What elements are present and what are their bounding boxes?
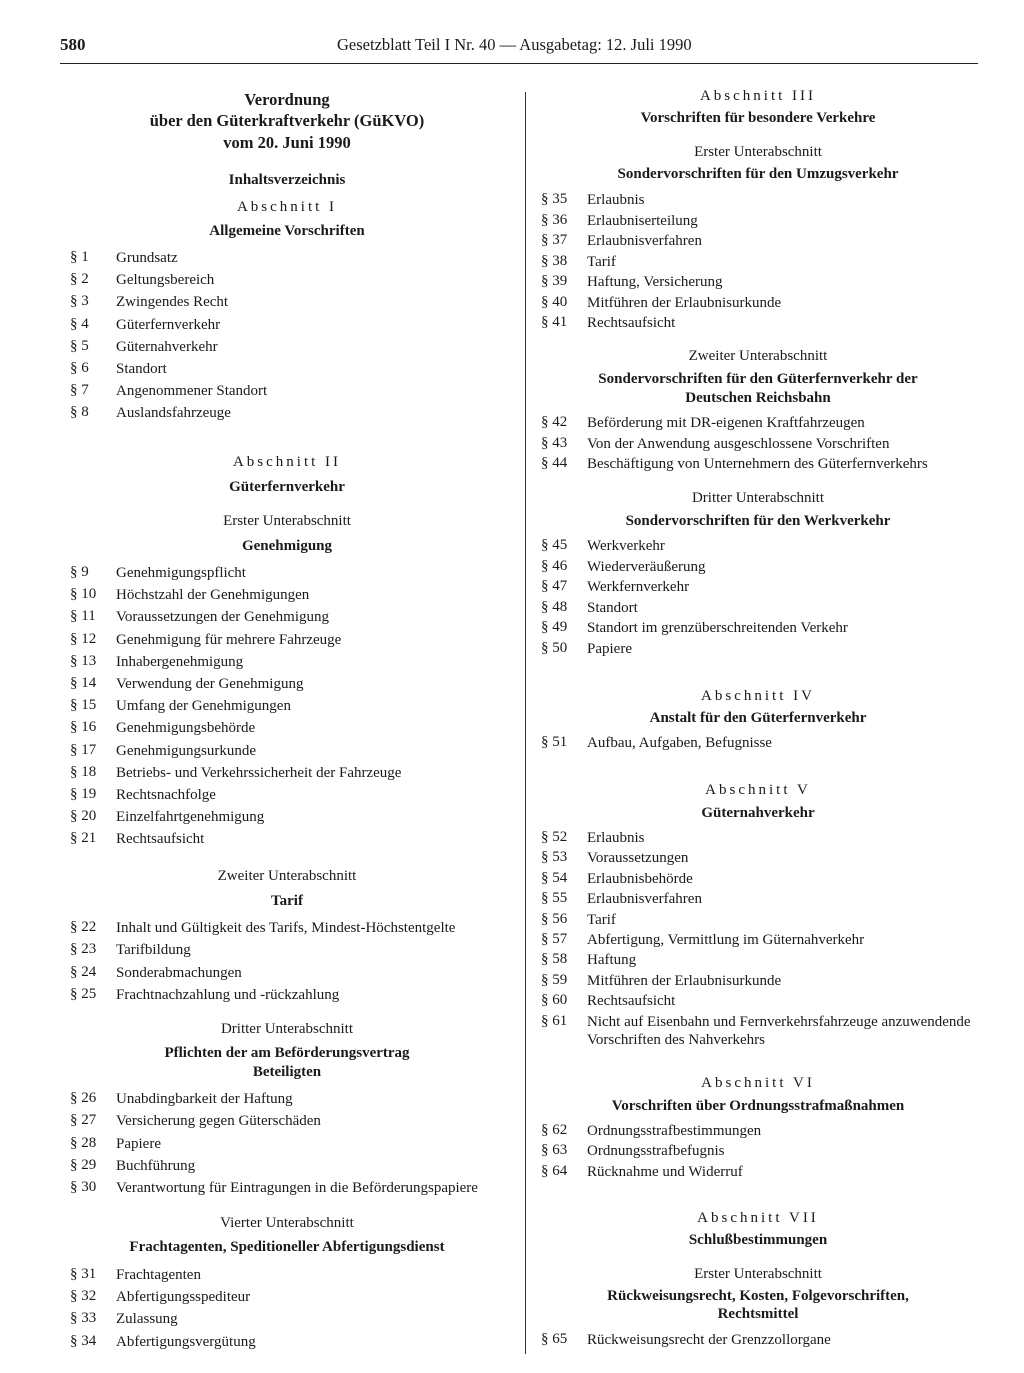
- toc-entry-label: Höchstzahl der Genehmigungen: [116, 587, 310, 604]
- toc-entry-number: § 6: [70, 360, 89, 376]
- toc-entry-number: § 22: [70, 919, 97, 935]
- toc-entry-number: § 38: [541, 252, 568, 269]
- toc-entry-label: Frachtagenten: [116, 1267, 201, 1283]
- toc-entry-label: Abfertigung, Vermittlung im Güternahverkehr: [587, 932, 865, 948]
- toc-entry-number: § 56: [541, 910, 568, 927]
- toc-entry-label: Beförderung mit DR-eigenen Kraftfahrzeugen: [587, 415, 865, 431]
- toc-entry-label: Versicherung gegen Güterschäden: [116, 1113, 321, 1130]
- section-heading: Schlußbestimmungen: [688, 1232, 828, 1248]
- toc-entry-number: § 31: [70, 1266, 97, 1282]
- toc-entry-label: Tarifbildung: [116, 942, 191, 959]
- toc-entry-label: Genehmigungsbehörde: [116, 720, 256, 737]
- toc-entry-number: § 49: [541, 619, 568, 636]
- toc-entry-label: Haftung: [587, 952, 637, 969]
- toc-entry-label: Wiederveräußerung: [587, 558, 706, 575]
- section-label: Abschnitt III: [699, 88, 817, 104]
- toc-entry-label: Mitführen der Erlaubnisurkunde: [587, 972, 782, 989]
- toc-entry-number: § 50: [541, 640, 568, 656]
- toc-entry-label: Güternahverkehr: [116, 338, 218, 355]
- toc-entry-label: Nicht auf Eisenbahn und Fernverkehrsfahrzeuge anzuwendende Vorschriften des Nahverkehrs: [587, 1013, 971, 1048]
- toc-entry-label: Abfertigungsvergütung: [116, 1333, 256, 1350]
- toc-entry-label: Erlaubnisverfahren: [587, 233, 702, 249]
- toc-entry-label: Papiere: [116, 1135, 161, 1152]
- section-label: Abschnitt IV: [701, 688, 815, 704]
- toc-entry-label: Voraussetzungen der Genehmigung: [116, 609, 330, 626]
- toc-entry-number: § 27: [70, 1112, 97, 1129]
- toc-entry-number: § 39: [541, 273, 568, 289]
- toc-entry-number: § 42: [541, 414, 568, 430]
- toc-entry-label: Rechtsnachfolge: [116, 787, 216, 803]
- toc-entry-number: § 36: [541, 211, 568, 228]
- toc-entry-label: Inhalt und Gültigkeit des Tarifs, Mindest-Höchstentgelte: [116, 920, 456, 936]
- toc-entry-number: § 46: [541, 557, 568, 574]
- subsection-heading: Pflichten der am Beförderungsvertrag: [164, 1045, 410, 1061]
- toc-entry-number: § 14: [70, 675, 97, 691]
- toc-entry-label: Beschäftigung von Unternehmern des Güterfernverkehrs: [587, 456, 928, 472]
- toc-entry-number: § 4: [70, 315, 89, 332]
- toc-entry-number: § 51: [541, 734, 568, 750]
- toc-entry-number: § 25: [70, 985, 97, 1002]
- doc-title-line3: vom 20. Juni 1990: [223, 133, 351, 152]
- toc-entry-number: § 3: [70, 293, 89, 310]
- toc-entry-label: Auslandsfahrzeuge: [116, 405, 231, 422]
- subsection-heading: Sondervorschriften für den Werkverkehr: [625, 513, 891, 529]
- subsection-label: Dritter Unterabschnitt: [691, 490, 825, 506]
- toc-entry-label: Ordnungsstrafbefugnis: [587, 1143, 725, 1160]
- toc-entry-number: § 48: [541, 598, 568, 615]
- column-divider: [525, 92, 526, 1354]
- subsection-label: Vierter Unterabschnitt: [220, 1215, 354, 1231]
- toc-entry-number: § 17: [70, 741, 97, 758]
- toc-entry-label: Abfertigungsspediteur: [116, 1289, 251, 1306]
- toc-entry-number: § 9: [70, 564, 89, 580]
- toc-entry-label: Werkverkehr: [587, 538, 665, 554]
- toc-entry-number: § 12: [70, 630, 97, 647]
- toc-entry-label: Ordnungsstrafbestimmungen: [587, 1123, 762, 1139]
- toc-entry-number: § 35: [541, 191, 568, 207]
- subsection-heading: Tarif: [271, 893, 303, 909]
- toc-entry-label: Verantwortung für Eintragungen in die Beförderungspapiere: [116, 1180, 478, 1197]
- toc-entry-label: Voraussetzungen: [587, 850, 689, 867]
- toc-entry-number: § 24: [70, 963, 97, 980]
- subsection-label: Zweiter Unterabschnitt: [217, 868, 357, 884]
- toc-entry-label: Rechtsaufsicht: [587, 993, 676, 1010]
- section-label: Abschnitt VII: [697, 1210, 819, 1226]
- toc-entry-number: § 5: [70, 337, 89, 354]
- section-label: Abschnitt II: [232, 454, 342, 470]
- toc-entry-number: § 53: [541, 849, 568, 866]
- toc-entry-label: Erlaubnisverfahren: [587, 891, 702, 908]
- toc-entry-number: § 34: [70, 1332, 97, 1349]
- toc-entry-number: § 18: [70, 763, 97, 780]
- toc-entry-label: Rücknahme und Widerruf: [587, 1163, 743, 1180]
- toc-entry-label: Güterfernverkehr: [116, 316, 221, 333]
- toc-entry-number: § 19: [70, 786, 97, 802]
- toc-entry-number: § 58: [541, 951, 568, 968]
- doc-title-line1: Verordnung: [244, 90, 330, 109]
- toc-entry-number: § 32: [70, 1288, 97, 1305]
- toc-entry-label: Haftung, Versicherung: [587, 274, 723, 290]
- toc-entry-number: § 59: [541, 971, 568, 988]
- toc-entry-label: Genehmigung für mehrere Fahrzeuge: [116, 631, 342, 648]
- toc-entry-label: Zulassung: [116, 1311, 178, 1328]
- toc-entry-label: Buchführung: [116, 1157, 196, 1174]
- toc-entry-label: Genehmigungsurkunde: [116, 742, 256, 759]
- toc-entry-label: Standort: [587, 599, 638, 616]
- toc-entry-label: Aufbau, Aufgaben, Befugnisse: [587, 735, 772, 751]
- toc-entry-number: § 37: [541, 232, 568, 248]
- toc-entry-number: § 64: [541, 1162, 568, 1179]
- page-header: [60, 35, 978, 64]
- toc-entry-number: § 11: [70, 608, 96, 625]
- page-number: 580: [60, 35, 86, 54]
- toc-entry-number: § 55: [541, 890, 568, 907]
- section-heading: Anstalt für den Güterfernverkehr: [649, 710, 867, 726]
- toc-entry-label: Erlaubniserteilung: [587, 212, 698, 229]
- subsection-label: Erster Unterabschnitt: [223, 513, 351, 529]
- toc-entry-label: Einzelfahrtgenehmigung: [116, 809, 265, 826]
- toc-entry-label: Tarif: [587, 911, 616, 928]
- toc-entry-label: Rückweisungsrecht der Grenzzollorgane: [587, 1332, 831, 1348]
- toc-entry-label: Unabdingbarkeit der Haftung: [116, 1091, 293, 1107]
- toc-entry-label: Sonderabmachungen: [116, 964, 242, 981]
- toc-entry-number: § 47: [541, 578, 568, 595]
- toc-entry-label: Zwingendes Recht: [116, 294, 229, 311]
- toc-entry-label: Erlaubnis: [587, 192, 645, 208]
- toc-entry-label: Erlaubnisbehörde: [587, 870, 693, 887]
- running-title: Gesetzblatt Teil I Nr. 40 — Ausgabetag: 12. Juli 1990: [337, 35, 692, 54]
- subsection-label: Erster Unterabschnitt: [694, 1266, 822, 1282]
- toc-entry-number: § 60: [541, 992, 568, 1009]
- toc-entry-label: Frachtnachzahlung und -rückzahlung: [116, 986, 340, 1003]
- toc-entry-number: § 61: [541, 1012, 568, 1029]
- toc-entry-number: § 41: [541, 314, 568, 330]
- toc-entry-label: Papiere: [587, 641, 632, 657]
- toc-entry-number: § 21: [70, 830, 97, 847]
- toc-entry-label: Werkfernverkehr: [587, 579, 690, 596]
- toc-entry-number: § 29: [70, 1156, 97, 1173]
- section-heading: Allgemeine Vorschriften: [209, 223, 365, 239]
- toc-entry-label: Rechtsaufsicht: [116, 831, 205, 848]
- toc-entry-label: Verwendung der Genehmigung: [116, 676, 304, 692]
- toc-entry-number: § 63: [541, 1142, 568, 1159]
- toc-entry-number: § 7: [70, 382, 89, 399]
- toc-entry-number: § 52: [541, 829, 568, 845]
- toc-entry-label: Von der Anwendung ausgeschlossene Vorschriften: [587, 435, 890, 452]
- toc-entry-number: § 26: [70, 1090, 97, 1106]
- subsection-heading-cont: Rechtsmittel: [717, 1306, 799, 1322]
- section-heading: Vorschriften für besondere Verkehre: [640, 110, 876, 126]
- toc-entry-number: § 13: [70, 652, 97, 669]
- toc-entry-number: § 62: [541, 1122, 568, 1138]
- section-heading: Vorschriften über Ordnungsstrafmaßnahmen: [611, 1098, 905, 1114]
- toc-entry-label: Geltungsbereich: [116, 272, 215, 289]
- section-label: Abschnitt I: [236, 199, 338, 215]
- toc-entry-number: § 8: [70, 404, 89, 421]
- toc-entry-label: Standort: [116, 361, 167, 377]
- toc-entry-number: § 20: [70, 808, 97, 825]
- toc-entry-label: Genehmigungspflicht: [116, 565, 246, 581]
- subsection-label: Zweiter Unterabschnitt: [688, 348, 828, 364]
- subsection-heading-cont: Beteiligten: [252, 1064, 322, 1080]
- toc-entry-label: Tarif: [587, 253, 616, 270]
- section-heading: Güternahverkehr: [701, 805, 815, 821]
- toc-entry-number: § 57: [541, 931, 568, 947]
- toc-entry-number: § 43: [541, 434, 568, 451]
- toc-entry-number: § 16: [70, 719, 97, 736]
- toc-entry-number: § 28: [70, 1134, 97, 1151]
- subsection-heading: Genehmigung: [241, 538, 332, 554]
- toc-entry-label: Inhabergenehmigung: [116, 653, 244, 670]
- subsection-label: Erster Unterabschnitt: [694, 144, 822, 160]
- section-label: Abschnitt V: [705, 782, 811, 798]
- section-label: Abschnitt VI: [701, 1075, 815, 1091]
- toc-entry-label: Rechtsaufsicht: [587, 315, 676, 331]
- toc-entry-number: § 45: [541, 537, 568, 553]
- toc-entry-number: § 54: [541, 869, 568, 886]
- toc-entry-number: § 1: [70, 249, 89, 265]
- toc-entry-number: § 33: [70, 1310, 97, 1327]
- toc-entry-number: § 30: [70, 1179, 97, 1196]
- subsection-heading: Frachtagenten, Speditioneller Abfertigungsdienst: [129, 1239, 445, 1255]
- toc-heading: Inhaltsverzeichnis: [228, 172, 346, 188]
- toc-entry-label: Mitführen der Erlaubnisurkunde: [587, 294, 782, 311]
- subsection-heading: Sondervorschriften für den Umzugsverkehr: [617, 166, 899, 182]
- toc-entry-label: Angenommener Standort: [116, 383, 268, 400]
- subsection-heading-cont: Deutschen Reichsbahn: [685, 390, 831, 406]
- toc-entry-number: § 10: [70, 586, 97, 603]
- toc-entry-number: § 44: [541, 455, 568, 471]
- toc-entry-number: § 65: [541, 1331, 568, 1347]
- doc-title-line2: über den Güterkraftverkehr (GüKVO): [149, 111, 425, 130]
- toc-entry-number: § 15: [70, 697, 97, 714]
- subsection-heading: Sondervorschriften für den Güterfernverkehr der: [598, 371, 918, 387]
- toc-entry-label: Grundsatz: [116, 250, 178, 266]
- toc-entry-number: § 23: [70, 941, 97, 958]
- subsection-label: Dritter Unterabschnitt: [220, 1021, 354, 1037]
- subsection-heading: Rückweisungsrecht, Kosten, Folgevorschriften,: [607, 1288, 909, 1304]
- toc-entry-label: Betriebs- und Verkehrssicherheit der Fahrzeuge: [116, 764, 402, 781]
- section-heading: Güterfernverkehr: [229, 479, 345, 495]
- toc-entry-label: Erlaubnis: [587, 830, 645, 846]
- toc-entry-number: § 40: [541, 293, 568, 310]
- toc-entry-label: Umfang der Genehmigungen: [116, 698, 291, 715]
- toc-entry-number: § 2: [70, 271, 89, 288]
- toc-entry-label: Standort im grenzüberschreitenden Verkehr: [587, 620, 848, 637]
